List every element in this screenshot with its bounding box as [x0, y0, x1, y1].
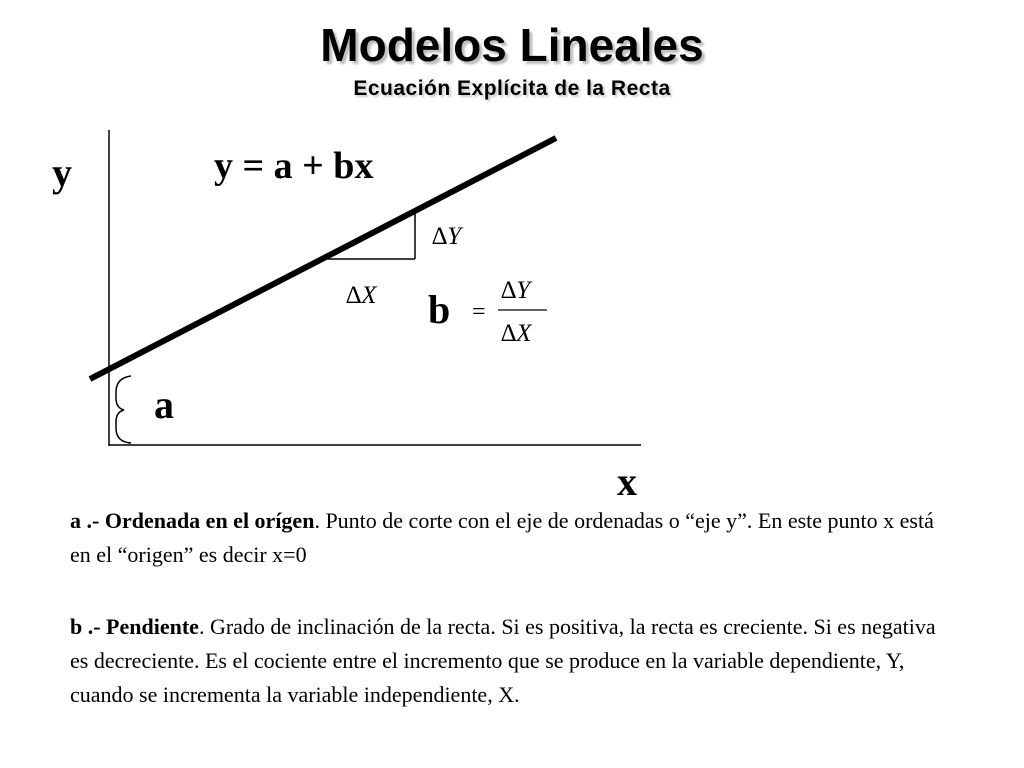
slope-description [70, 610, 950, 712]
delta-x-label: ∆X [346, 282, 377, 309]
slope-term: b .- Pendiente [70, 614, 199, 639]
slope-label: b [428, 287, 451, 332]
equation-label: y = a + bx [214, 145, 374, 187]
fraction-numerator: ∆Y [501, 277, 531, 304]
equals-sign: = [472, 299, 486, 325]
page-title: Modelos Lineales [320, 19, 704, 71]
x-axis-label: x [617, 459, 637, 504]
fraction-denominator: ∆X [501, 320, 532, 347]
slope-text: . Grado de inclinación de la recta. Si es positiva, la recta es creciente. Si es negativa es decreciente. Es el cociente entre el incremento que se produce en la variable dependiente, Y, cuando se incrementa la variable independiente, X. [70, 614, 936, 707]
delta-y-label: ∆Y [432, 223, 462, 250]
intercept-description [70, 504, 950, 572]
y-axis-label: y [52, 150, 72, 195]
intercept-label: a [154, 382, 174, 427]
intercept-text: . Punto de corte con el eje de ordenadas o “eje y”. En este punto x está en el “origen” es decir x=0 [70, 508, 934, 567]
page-subtitle: Ecuación Explícita de la Recta [353, 77, 671, 100]
intercept-term: a .- Ordenada en el orígen [70, 508, 315, 533]
intercept-brace [116, 376, 131, 443]
